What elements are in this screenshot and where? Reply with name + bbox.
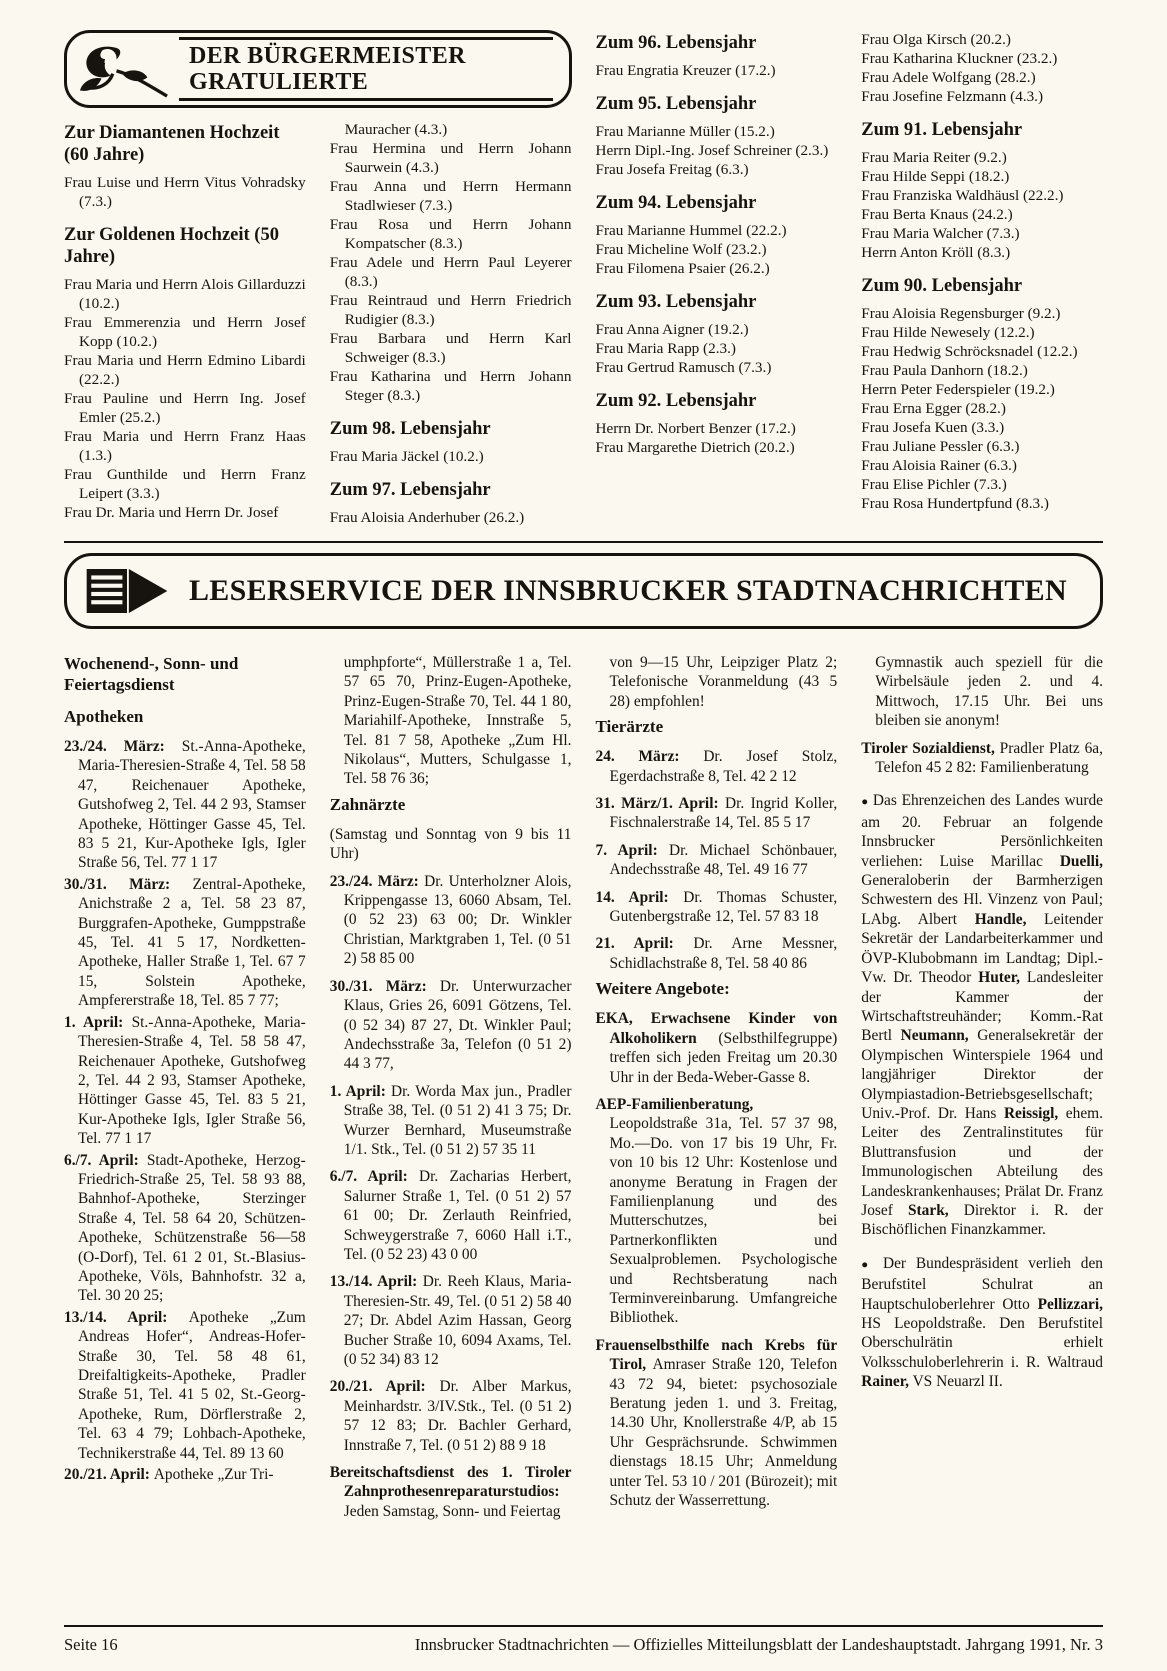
news-item: ● Der Bundespräsident verlieh den Berufstitel Schulrat an Hauptschuloberlehrer Otto Pellizzari, HS Leopoldstraße. Den Berufstitel Oberschulrätin erhielt Volksschuloberlehrerin i. R. Waltraud Rainer, VS Neuarzl II. xyxy=(861,1254,1103,1391)
congratulation-entry: Frau Marianne Müller (15.2.) xyxy=(595,123,775,140)
service-entry: Frauenselbsthilfe nach Krebs für Tirol, Amraser Straße 120, Telefon 43 72 94, bietet: psychosoziale Beratung jeden 1. und 3. Freitag, 14.30 Uhr, Knollerstraße 4/P, ab 15 Uhr Gesprächsrunde. Schwimmen dienstags 18.15 Uhr; Anmeldung unter Tel. 53 10 / 201 (Bürozeit); mit Schutz der Wasserrettung. xyxy=(595,1336,838,1510)
entry-date-lead: 20./21. April: xyxy=(329,1378,440,1396)
service-entry: 13./14. April: Apotheke „Zum Andreas Hofer“, Andreas-Hofer-Straße 30, Tel. 58 48 61, Dreifaltigkeits-Apotheke, Pradler Straße 51, Tel. 41 5 02, St.-Georg-Apotheke, Rum, Dörflerstraße 2, Tel. 63 4 79; Lohbach-Apotheke, Technikerstraße 44, Tel. 89 13 60 xyxy=(64,1308,306,1462)
congratulation-entry: Frau Paula Danhorn (18.2.) xyxy=(861,362,1028,379)
age-group-heading: Zum 93. Lebensjahr xyxy=(595,292,757,312)
congratulation-entry: Frau Reintraud und Herrn Friedrich Rudigier (8.3.) xyxy=(329,292,572,328)
service-entry: Bereitschaftsdienst des 1. Tiroler Zahnprothesenreparaturstudios: Jeden Samstag, Sonn- und Feiertag xyxy=(329,1464,572,1520)
service-entry: 14. April: Dr. Thomas Schuster, Gutenbergstraße 12, Tel. 57 83 18 xyxy=(595,888,838,926)
service-column-4 xyxy=(861,653,1103,1523)
service-entry: 23./24. März: Dr. Unterholzner Alois, Krippengasse 13, 6060 Absam, Tel. (0 52 23) 63 00; Dr. Winkler Christian, Marktgraben 1, Tel. (0 51 2) 58 85 00 xyxy=(329,872,572,968)
mayor-header-line1: DER BÜRGERMEISTER xyxy=(189,43,466,69)
service-paragraph: (Samstag und Sonntag von 9 bis 11 Uhr) xyxy=(329,825,572,863)
congratulation-entry: Frau Micheline Wolf (23.2.) xyxy=(595,241,767,258)
congratulation-entry: Frau Elise Pichler (7.3.) xyxy=(861,476,1007,493)
mayor-header-line2: GRATULIERTE xyxy=(189,69,369,95)
entry-date-lead: 30./31. März: xyxy=(329,977,440,995)
entry-date-lead: 31. März/1. April: xyxy=(595,795,726,813)
congratulation-entry: Frau Maria und Herrn Alois Gillarduzzi (10.2.) xyxy=(64,276,306,312)
entry-date-lead: 20./21. April: xyxy=(64,1466,154,1484)
age-group-heading: Zum 90. Lebensjahr xyxy=(861,276,1023,296)
service-entry: 20./21. April: Dr. Alber Markus, Meinhardstr. 3/IV.Stk., Tel. (0 51 2) 57 12 83; Dr. Bachler Gerhard, Innstraße 7, Tel. (0 51 2) 88 9 18 xyxy=(329,1378,572,1454)
service-column-3 xyxy=(596,653,838,1523)
congratulation-entry: Herrn Peter Federspieler (19.2.) xyxy=(861,381,1055,398)
congratulation-entry: Frau Josefine Felzmann (4.3.) xyxy=(861,88,1044,105)
service-entry: 7. April: Dr. Michael Schönbauer, Andechsstraße 48, Tel. 49 16 77 xyxy=(595,841,838,879)
entry-date-lead: 23./24. März: xyxy=(329,872,425,890)
entry-date-lead: 23./24. März: xyxy=(64,738,182,755)
congratulation-entry: Frau Margarethe Dietrich (20.2.) xyxy=(595,439,795,456)
congratulation-entry: Frau Maria Walcher (7.3.) xyxy=(861,225,1020,242)
service-entry: 6./7. April: Dr. Zacharias Herbert, Salurner Straße 1, Tel. (0 51 2) 57 61 00; Dr. Zerlauth Reinfried, Schweygerstraße 7, 6060 Hall i.T., Tel. (0 52 23) 43 0 00 xyxy=(329,1168,572,1263)
service-paragraph: von 9—15 Uhr, Leipziger Platz 2; Telefonische Voranmeldung (43 5 28) empfohlen! xyxy=(609,654,838,710)
age-group-heading: Zum 91. Lebensjahr xyxy=(861,120,1023,140)
congratulation-entry: Frau Franziska Waldhäusl (22.2.) xyxy=(861,187,1064,204)
age-group-heading: Zum 97. Lebensjahr xyxy=(329,480,491,500)
congratulations-column-2 xyxy=(330,120,572,527)
rose-illustration xyxy=(77,40,171,98)
congratulation-entry: Frau Adele und Herrn Paul Leyerer (8.3.) xyxy=(329,254,572,290)
age-group-heading: Zum 95. Lebensjahr xyxy=(595,94,757,114)
congratulation-entry: Frau Engratia Kreuzer (17.2.) xyxy=(595,62,776,79)
entry-date-lead: 13./14. April: xyxy=(329,1273,423,1291)
imprint-line: Innsbrucker Stadtnachrichten — Offizielles Mitteilungsblatt der Landeshauptstadt. Jahrgang 1991, Nr. 3 xyxy=(414,1635,1103,1654)
service-entry: 30./31. März: Zentral-Apotheke, Anichstraße 2 a, Tel. 58 23 87, Burggrafen-Apotheke, Gumppstraße 45, Tel. 41 5 17, Nordketten-Apotheke, Haller Straße 1, Tel. 67 7 15, Solstein Apotheke, Ampfererstraße 18, Tel. 85 7 77; xyxy=(64,875,306,1010)
service-entry: 24. März: Dr. Josef Stolz, Egerdachstraße 8, Tel. 42 2 12 xyxy=(595,748,838,785)
congratulation-entry: Frau Josefa Freitag (6.3.) xyxy=(595,161,749,178)
service-column-1 xyxy=(64,653,306,1523)
service-entry: 21. April: Dr. Arne Messner, Schidlachstraße 8, Tel. 58 40 86 xyxy=(595,935,838,972)
service-subheading: Tierärzte xyxy=(595,717,664,737)
entry-date-lead: 30./31. März: xyxy=(64,875,193,893)
congratulation-entry: Frau Adele Wolfgang (28.2.) xyxy=(861,69,1036,86)
service-entry: 23./24. März: St.-Anna-Apotheke, Maria-Theresien-Straße 4, Tel. 58 58 47, Reichenauer Apotheke, Gutshofweg 2, Tel. 44 2 93, Stamser Apotheke, Höttinger Gasse 45, Tel. 83 5 21, Kur-Apotheke Igls, Igler Straße 56, Tel. 77 1 17 xyxy=(64,738,306,872)
congratulation-entry: Frau Anna und Herrn Hermann Stadlwieser (7.3.) xyxy=(329,178,572,214)
leserservice-icon xyxy=(83,564,171,618)
congratulation-entry: Frau Aloisia Anderhuber (26.2.) xyxy=(329,509,525,526)
entry-date-lead: 14. April: xyxy=(595,888,684,906)
leserservice-banner xyxy=(64,553,1103,629)
congratulation-entry: Frau Emmerenzia und Herrn Josef Kopp (10.2.) xyxy=(64,314,306,350)
service-subheading: Weitere Angebote: xyxy=(595,979,730,999)
mayor-congratulations-header xyxy=(64,30,572,108)
congratulations-column-4 xyxy=(861,30,1103,527)
congratulation-entry: Frau Filomena Psaier (26.2.) xyxy=(595,260,770,277)
congratulations-column-1 xyxy=(64,120,306,527)
service-entry: 6./7. April: Stadt-Apotheke, Herzog-Friedrich-Straße 25, Tel. 58 93 88, Bahnhof-Apotheke, Sterzinger Straße 4, Tel. 58 64 20, Schützen-Apotheke, Schützenstraße 56—58 (O-Dorf), Tel. 61 2 01, St.-Blasius-Apotheke, Völs, Bahnhofstr. 32 a, Tel. 30 20 25; xyxy=(64,1151,306,1305)
congratulation-entry: Herrn Dipl.-Ing. Josef Schreiner (2.3.) xyxy=(595,142,829,159)
congratulation-entry: Frau Barbara und Herrn Karl Schweiger (8.3.) xyxy=(329,330,572,366)
congratulation-entry: Frau Katharina und Herrn Johann Steger (8.3.) xyxy=(329,368,572,404)
congratulation-entry: Frau Luise und Herrn Vitus Vohradsky (7.3.) xyxy=(64,174,306,210)
service-paragraph: umphpforte“, Müllerstraße 1 a, Tel. 57 65 70, Prinz-Eugen-Apotheke, Prinz-Eugen-Straße 70, Tel. 44 1 80, Mariahilf-Apotheke, Innstraße 5, Tel. 81 7 58, Apotheke „Zum Hl. Nikolaus“, Mutters, Schulgasse 1, Tel. 58 76 36; xyxy=(343,654,572,788)
congratulations-column-3 xyxy=(596,30,838,527)
age-group-heading: Zur Goldenen Hochzeit (50 Jahre) xyxy=(64,225,279,267)
congratulation-entry: Mauracher (4.3.) xyxy=(344,121,448,138)
service-section xyxy=(64,653,1103,1523)
congratulation-entry: Frau Gertrud Ramusch (7.3.) xyxy=(595,359,772,376)
entry-date-lead: 24. März: xyxy=(595,748,704,766)
page-footer xyxy=(64,1625,1103,1655)
congratulation-entry: Frau Dr. Maria und Herrn Dr. Josef xyxy=(64,504,279,521)
entry-date-lead: 6./7. April: xyxy=(329,1168,420,1186)
entry-date-lead: 6./7. April: xyxy=(64,1151,147,1169)
service-entry: Tiroler Sozialdienst, Pradler Platz 6a, Telefon 45 2 82: Familienberatung xyxy=(861,739,1103,777)
bullet-icon: ● xyxy=(861,1258,883,1271)
congratulation-entry: Frau Rosa und Herrn Johann Kompatscher (8.3.) xyxy=(329,216,572,252)
congratulation-entry: Herrn Anton Kröll (8.3.) xyxy=(861,244,1011,261)
service-entry: 1. April: St.-Anna-Apotheke, Maria-Theresien-Straße 4, Tel. 58 58 47, Reichenauer Apotheke, Gutshofweg 2, Tel. 44 2 93, Stamser Apotheke, Höttinger Gasse 45, Tel. 83 5 21, Kur-Apotheke Igls, Igler Straße 56, Tel. 77 1 17 xyxy=(64,1013,306,1148)
congratulation-entry: Frau Anna Aigner (19.2.) xyxy=(595,321,749,338)
congratulation-entry: Frau Maria Reiter (9.2.) xyxy=(861,149,1007,166)
congratulation-entry: Frau Berta Knaus (24.2.) xyxy=(861,206,1013,223)
bullet-icon: ● xyxy=(861,796,873,809)
congratulation-entry: Frau Hilde Newesely (12.2.) xyxy=(861,324,1035,341)
entry-date-lead: 7. April: xyxy=(595,841,670,859)
service-paragraph: Gymnastik auch speziell für die Wirbelsäule jeden 2. und 4. Mittwoch, 17.15 Uhr. Bei uns bleiben sie anonym! xyxy=(875,654,1103,730)
congratulation-entry: Frau Erna Egger (28.2.) xyxy=(861,400,1006,417)
congratulation-entry: Frau Katharina Kluckner (23.2.) xyxy=(861,50,1058,67)
congratulations-section xyxy=(64,30,1103,527)
service-column-2 xyxy=(330,653,572,1523)
congratulation-entry: Frau Hedwig Schröcksnadel (12.2.) xyxy=(861,343,1078,360)
entry-date-lead: 21. April: xyxy=(595,935,694,953)
service-entry: EKA, Erwachsene Kinder von Alkoholikern (Selbsthilfegruppe) treffen sich jeden Freitag um 20.30 Uhr in der Beda-Weber-Gasse 8. xyxy=(595,1010,838,1086)
congratulation-entry: Frau Maria und Herrn Edmino Libardi (22.2.) xyxy=(64,352,306,388)
service-entry: 1. April: Dr. Worda Max jun., Pradler Straße 38, Tel. (0 51 2) 41 3 75; Dr. Wurzer Bernhard, Museumstraße 1/1. Stk., Tel. (0 51 2) 57 35 11 xyxy=(329,1082,572,1158)
congratulation-entry: Frau Josefa Kuen (3.3.) xyxy=(861,419,1005,436)
congratulation-entry: Herrn Dr. Norbert Benzer (17.2.) xyxy=(595,420,796,437)
congratulation-entry: Frau Juliane Pessler (6.3.) xyxy=(861,438,1020,455)
service-subheading: Apotheken xyxy=(64,707,144,726)
service-entry: AEP-Familienberatung, Leopoldstraße 31a, Tel. 57 37 98, Mo.—Do. von 17 bis 19 Uhr, Fr. von 10 bis 12 Uhr: Kostenlose und anonyme Beratung in Fragen der Familienplanung und des Mutterschutzes, bei Partnerkonflikten und Sexualproblemen. Psychologische und Rechtsberatung nach Terminvereinbarung. Umfangreiche Bibliothek. xyxy=(595,1095,838,1327)
service-entry: 31. März/1. April: Dr. Ingrid Koller, Fischnalerstraße 14, Tel. 85 5 17 xyxy=(595,795,838,832)
age-group-heading: Zum 96. Lebensjahr xyxy=(595,33,757,53)
congratulation-entry: Frau Pauline und Herrn Ing. Josef Emler (25.2.) xyxy=(64,390,306,426)
congratulation-entry: Frau Hilde Seppi (18.2.) xyxy=(861,168,1010,185)
age-group-heading: Zum 94. Lebensjahr xyxy=(595,193,757,213)
service-entry: 20./21. April: Apotheke „Zur Tri- xyxy=(64,1466,274,1484)
congratulation-entry: Frau Maria Rapp (2.3.) xyxy=(595,340,736,357)
entry-date-lead: 1. April: xyxy=(64,1013,132,1031)
news-item: ● Das Ehrenzeichen des Landes wurde am 20. Februar an folgende Innsbrucker Persönlichkeiten verliehen: Luise Marillac Duelli, Generaloberin der Barmherzigen Schwestern des Hl. Vinzenz von Paul; LAbg. Albert Handle, Leitender Sekretär der Landarbeiterkammer und ÖVP-Klubobmann im Landtag; Dipl.-Vw. Dr. Theodor Huter, Landesleiter der Kammer der Wirtschaftstreuhänder; Komm.-Rat Bertl Neumann, Generalsekretär der Olympischen Winterspiele 1964 und langjähriger Direktor der Olympiastadion-Betriebsgesellschaft; Univ.-Prof. Dr. Hans Reissigl, ehem. Leiter des Zentralinstitutes für Bluttransfusion und der Immunologischen Abteilung des Landeskrankenhauses; Prälat Dr. Franz Josef Stark, Direktor i. R. der Bischöflichen Finanzkammer. xyxy=(861,792,1104,1239)
age-group-heading: Zum 98. Lebensjahr xyxy=(329,419,491,439)
entry-date-lead: 13./14. April: xyxy=(64,1308,189,1326)
section-divider xyxy=(64,541,1103,543)
page-number: Seite 16 xyxy=(64,1635,118,1654)
congratulation-entry: Frau Aloisia Rainer (6.3.) xyxy=(861,457,1017,474)
age-group-heading: Zum 92. Lebensjahr xyxy=(595,391,757,411)
service-entry: 30./31. März: Dr. Unterwurzacher Klaus, Gries 26, 6091 Götzens, Tel. (0 52 34) 87 27, Dt. Winkler Paul; Andechsstraße 3a, Telefon (0 51 2) 44 3 77, xyxy=(329,977,572,1073)
leserservice-title: LESERSERVICE DER INNSBRUCKER STADTNACHRICHTEN xyxy=(189,574,1067,607)
service-entry: 13./14. April: Dr. Reeh Klaus, Maria-Theresien-Str. 49, Tel. (0 51 2) 58 40 27; Dr. Abdel Azim Hassan, Georg Bucher Straße 10, 6094 Axams, Tel. (0 52 34) 83 12 xyxy=(329,1273,572,1368)
mayor-header-title xyxy=(179,37,553,101)
congratulation-entry: Frau Aloisia Regensburger (9.2.) xyxy=(861,305,1061,322)
congratulation-entry: Frau Maria Jäckel (10.2.) xyxy=(329,448,484,465)
congratulation-entry: Frau Gunthilde und Herrn Franz Leipert (3.3.) xyxy=(64,466,306,502)
entry-date-lead: 1. April: xyxy=(329,1082,392,1100)
congratulation-entry: Frau Marianne Hummel (22.2.) xyxy=(595,222,787,239)
congratulation-entry: Frau Rosa Hundertpfund (8.3.) xyxy=(861,495,1049,512)
congratulation-entry: Frau Olga Kirsch (20.2.) xyxy=(861,31,1011,48)
service-subheading: Zahnärzte xyxy=(329,794,406,814)
service-section-title: Wochenend-, Sonn- und Feiertagsdienst xyxy=(64,654,239,694)
age-group-heading: Zur Diamantenen Hochzeit (60 Jahre) xyxy=(64,123,280,165)
congratulation-entry: Frau Maria und Herrn Franz Haas (1.3.) xyxy=(64,428,306,464)
congratulation-entry: Frau Hermina und Herrn Johann Saurwein (4.3.) xyxy=(329,140,572,176)
